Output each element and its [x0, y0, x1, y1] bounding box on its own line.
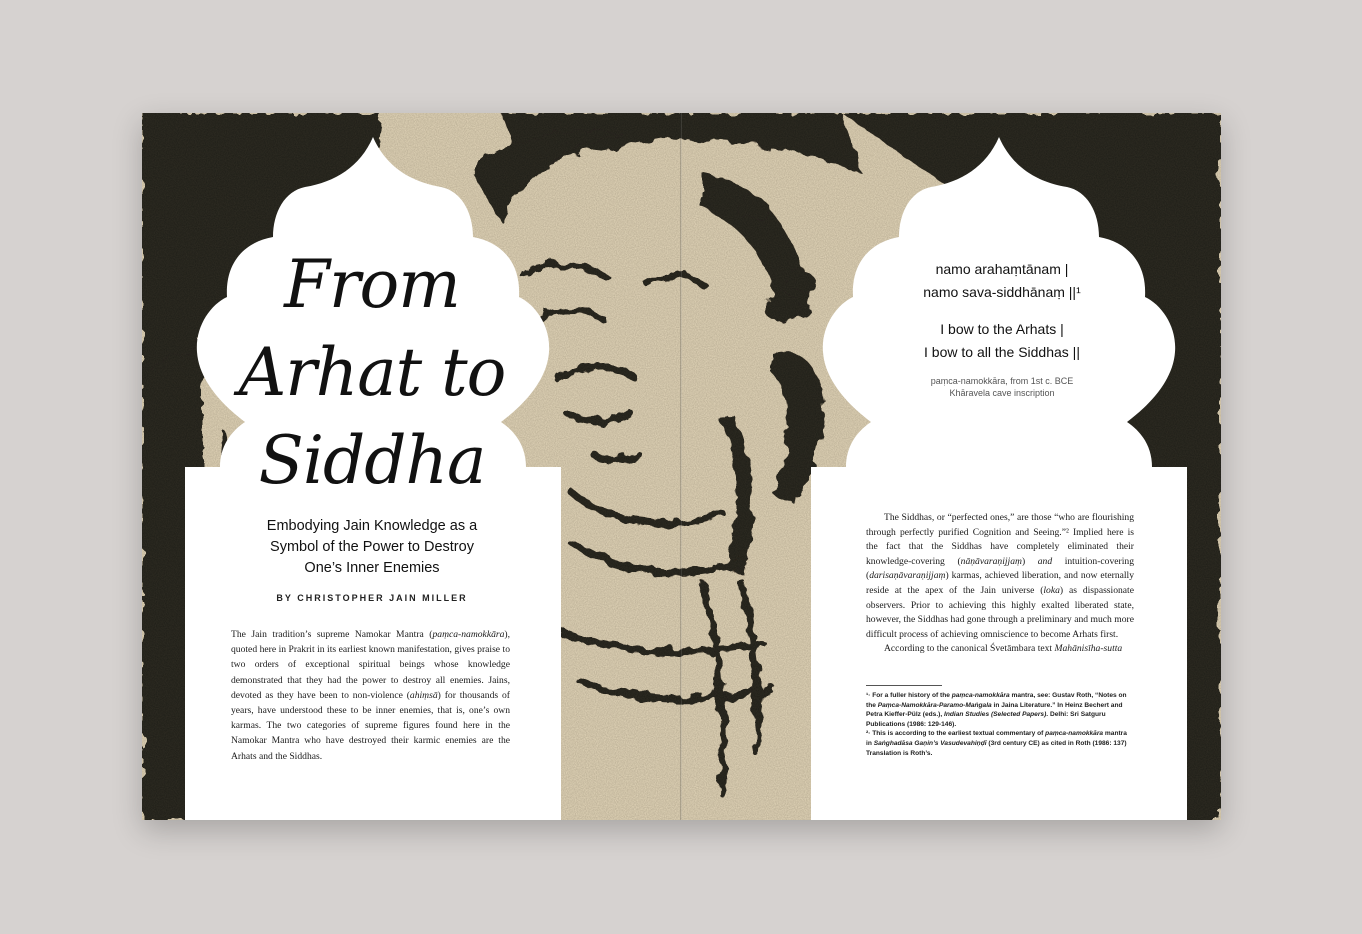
mantra-block — [842, 258, 1162, 364]
p1-term-2: darisaṇāvaraṇijjaṃ — [869, 570, 946, 582]
footnote-2 — [866, 729, 1134, 758]
article-subtitle — [247, 516, 497, 579]
p1-and: and — [1037, 555, 1053, 567]
p2-text-a: According to the canonical Śvetāmbara text — [884, 643, 1055, 655]
paragraph-canonical — [866, 642, 1134, 657]
title-line-2: Arhat to — [238, 334, 506, 411]
intro-text-1: The Jain tradition’s supreme Namokar Mantra ( — [231, 629, 433, 640]
p1-text-a: The Siddhas, or “perfected ones,” are those “who are flourishing through perfectly purified Cognition and Seeing.”² Implied here is the fact that the Siddhas have completely eliminated their knowledge-covering ( — [866, 512, 1134, 567]
title-line-3: Siddha — [258, 422, 486, 499]
subtitle-line-1: Embodying Jain Knowledge as a — [266, 518, 478, 534]
intro-paragraph — [231, 627, 510, 764]
fn1-text-c: in Jaina Literature.” In Heinz Bechert and Petra Kieffer-Pülz (eds.), — [866, 701, 1123, 719]
fn1-text-a: ¹· For a fuller history of the — [866, 692, 952, 699]
subtitle-line-3: One’s Inner Enemies — [304, 560, 440, 576]
magazine-spread — [142, 113, 1221, 820]
mantra-line-1: namo arahaṃtānam | — [935, 261, 1069, 277]
p1-text-b: ) — [1021, 555, 1038, 567]
intro-text-3: ) for thousands of years, have understood these to be inner enemies, that is, one’s own karmas. The two categories of supreme figures found here in the Namokar Mantra who have destroyed their karmic enemies are the Arhats and the Siddhas. — [231, 689, 510, 762]
caption-line-2: Khāravela cave inscription — [949, 387, 1055, 398]
p1-text-d: ) karmas, achieved liberation, and now eternally reside at the apex of the Jain universe ( — [866, 570, 1134, 596]
paragraph-siddhas — [866, 511, 1134, 642]
footnote-divider — [866, 685, 942, 686]
fn2-text-a: ²· This is according to the earliest textual commentary of — [866, 730, 1046, 738]
footnote-1 — [866, 691, 1134, 729]
translation-line-2: I bow to all the Siddhas || — [924, 344, 1080, 360]
p1-text-e: ) as dispassionate observers. Prior to achieving this highly exalted liberated state, however, the Siddhas had gone through a preliminary and much more difficult process of achieving omniscience to become Arhats first. — [866, 584, 1134, 640]
translation-line-1: I bow to the Arhats | — [940, 321, 1064, 337]
right-body-text — [866, 511, 1134, 657]
caption-line-1: paṃca-namokkāra, from 1st c. BCE — [930, 376, 1074, 386]
fn2-term-2: Saṅghadāsa Gaṇin’s Vasudevahiṇḍī — [873, 739, 987, 747]
fn2-term-1: paṃca-namokkāra — [1045, 730, 1104, 738]
intro-text-2: ), quoted here in Prakrit in its earliest known manifestation, gives praise to two orders of exceptional spiritual beings whose knowledge demonstrated that they had the power to destroy all enemies. Jains, devoted as they have been to non-violence ( — [231, 629, 510, 701]
subtitle-line-2: Symbol of the Power to Destroy — [270, 539, 474, 555]
fn1-term-3: Indian Studies (Selected Papers) — [944, 711, 1047, 719]
fn2-text-c: (3rd century CE) as cited in Roth (1986: 137) Translation is Roth’s. — [866, 739, 1127, 757]
footnotes — [866, 691, 1134, 758]
p1-term-1: nāṇāvaraṇijjaṃ — [960, 555, 1022, 567]
article-title — [197, 241, 547, 505]
p1-term-3: loka — [1043, 584, 1060, 596]
intro-term-2: ahiṃsā — [409, 689, 438, 701]
mantra-line-2: namo sava-siddhānaṃ ||¹ — [923, 284, 1081, 300]
intro-term-1: paṃca-namokkāra — [432, 629, 505, 640]
fn1-text-d: . Delhi: Sri Satguru Publications (1986: 129-146). — [866, 711, 1106, 728]
mantra-caption — [872, 376, 1132, 399]
p2-term: Mahānisīha-sutta — [1054, 643, 1123, 655]
title-line-1: From — [284, 246, 460, 323]
fn2-text-b: mantra in — [866, 730, 1127, 747]
fn1-term-2: Paṃca-Namokkāra-Paramo-Maṅgala — [877, 701, 992, 709]
p1-text-c: intuition-covering ( — [866, 555, 1134, 582]
author-byline: BY CHRISTOPHER JAIN MILLER — [276, 593, 468, 603]
fn1-term-1: paṃca-namokkāra — [951, 692, 1010, 699]
page-gutter — [680, 113, 682, 820]
fn1-text-b: mantra, see: Gustav Roth, “Notes on the — [866, 692, 1127, 709]
